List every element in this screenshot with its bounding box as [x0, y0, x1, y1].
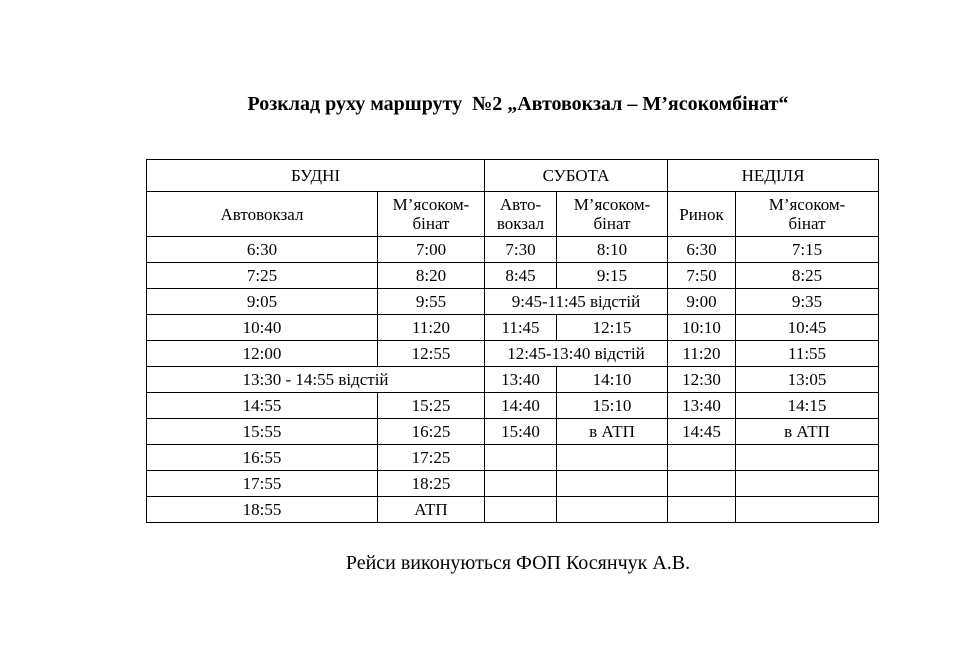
sunday-header: НЕДІЛЯ: [668, 160, 879, 192]
sunday-arrival: 8:25: [736, 263, 879, 289]
sunday-arrival: 9:35: [736, 289, 879, 315]
sunday-departure: [668, 497, 736, 523]
saturday-arrival: [557, 497, 668, 523]
saturday-from-header: [485, 192, 557, 237]
sunday-arrival: в АТП: [736, 419, 879, 445]
table-row: [147, 341, 879, 367]
day-header-row: [147, 160, 879, 192]
weekdays-arrival: 17:25: [378, 445, 485, 471]
weekdays-departure: 14:55: [147, 393, 378, 419]
sunday-to-header-line2: бінат: [788, 214, 826, 233]
weekdays-to-header-line1: М’ясоком-: [392, 195, 470, 214]
saturday-departure: 8:45: [485, 263, 557, 289]
schedule-title: Розклад руху маршруту №2 „Автовокзал – М’ясокомбінат“: [247, 93, 789, 115]
table-row: [147, 393, 879, 419]
weekdays-arrival: 12:55: [378, 341, 485, 367]
sunday-departure: 12:30: [668, 367, 736, 393]
sunday-arrival: 7:15: [736, 237, 879, 263]
sunday-departure: [668, 471, 736, 497]
saturday-departure: 13:40: [485, 367, 557, 393]
saturday-arrival: 9:15: [557, 263, 668, 289]
weekdays-departure: 6:30: [147, 237, 378, 263]
saturday-arrival: 12:15: [557, 315, 668, 341]
sunday-departure: 7:50: [668, 263, 736, 289]
saturday-departure: 7:30: [485, 237, 557, 263]
table-row: [147, 497, 879, 523]
weekdays-arrival: 18:25: [378, 471, 485, 497]
weekdays-departure: 9:05: [147, 289, 378, 315]
saturday-departure: [485, 445, 557, 471]
saturday-arrival: 14:10: [557, 367, 668, 393]
sunday-arrival: 10:45: [736, 315, 879, 341]
weekdays-arrival: 9:55: [378, 289, 485, 315]
sunday-to-header: [736, 192, 879, 237]
saturday-arrival: в АТП: [557, 419, 668, 445]
sunday-departure: 10:10: [668, 315, 736, 341]
weekdays-to-header-line2: бінат: [412, 214, 450, 233]
sunday-departure: [668, 445, 736, 471]
table-row: [147, 419, 879, 445]
weekdays-departure: 18:55: [147, 497, 378, 523]
weekdays-from-header: Автовокзал: [147, 192, 378, 237]
saturday-from-header-line2: вокзал: [496, 214, 545, 233]
weekdays-arrival: 11:20: [378, 315, 485, 341]
stop-header-row: [147, 192, 879, 237]
sunday-departure: 6:30: [668, 237, 736, 263]
saturday-arrival: [557, 445, 668, 471]
sunday-departure: 14:45: [668, 419, 736, 445]
table-row: [147, 471, 879, 497]
schedule-table: [146, 159, 879, 523]
sunday-departure: 9:00: [668, 289, 736, 315]
sunday-arrival: [736, 445, 879, 471]
saturday-arrival: 8:10: [557, 237, 668, 263]
sunday-arrival: 11:55: [736, 341, 879, 367]
saturday-departure: [485, 471, 557, 497]
sunday-departure: 13:40: [668, 393, 736, 419]
table-row: [147, 315, 879, 341]
sunday-arrival: 13:05: [736, 367, 879, 393]
weekdays-arrival: АТП: [378, 497, 485, 523]
saturday-departure: 15:40: [485, 419, 557, 445]
saturday-header: СУБОТА: [485, 160, 668, 192]
weekdays-arrival: 16:25: [378, 419, 485, 445]
weekdays-layover: 13:30 - 14:55 відстій: [147, 367, 485, 393]
weekdays-departure: 15:55: [147, 419, 378, 445]
saturday-arrival: [557, 471, 668, 497]
table-row: [147, 445, 879, 471]
sunday-arrival: [736, 471, 879, 497]
saturday-to-header-line2: бінат: [593, 214, 631, 233]
sunday-from-header: Ринок: [668, 192, 736, 237]
saturday-to-header: [557, 192, 668, 237]
table-row: [147, 289, 879, 315]
table-row: [147, 263, 879, 289]
sunday-departure: 11:20: [668, 341, 736, 367]
weekdays-departure: 16:55: [147, 445, 378, 471]
table-row: [147, 367, 879, 393]
sunday-to-header-line1: М’ясоком-: [768, 195, 846, 214]
saturday-layover: 9:45-11:45 відстій: [485, 289, 668, 315]
sunday-arrival: 14:15: [736, 393, 879, 419]
saturday-departure: [485, 497, 557, 523]
weekdays-header: БУДНІ: [147, 160, 485, 192]
sunday-arrival: [736, 497, 879, 523]
saturday-departure: 11:45: [485, 315, 557, 341]
operator-note: Рейси виконуються ФОП Косянчук А.В.: [345, 552, 691, 574]
saturday-layover: 12:45-13:40 відстій: [485, 341, 668, 367]
weekdays-departure: 10:40: [147, 315, 378, 341]
saturday-departure: 14:40: [485, 393, 557, 419]
weekdays-to-header: [378, 192, 485, 237]
weekdays-departure: 17:55: [147, 471, 378, 497]
weekdays-departure: 12:00: [147, 341, 378, 367]
saturday-to-header-line1: М’ясоком-: [573, 195, 651, 214]
weekdays-arrival: 15:25: [378, 393, 485, 419]
saturday-arrival: 15:10: [557, 393, 668, 419]
table-row: [147, 237, 879, 263]
weekdays-departure: 7:25: [147, 263, 378, 289]
weekdays-arrival: 7:00: [378, 237, 485, 263]
saturday-from-header-line1: Авто-: [499, 195, 542, 214]
weekdays-arrival: 8:20: [378, 263, 485, 289]
